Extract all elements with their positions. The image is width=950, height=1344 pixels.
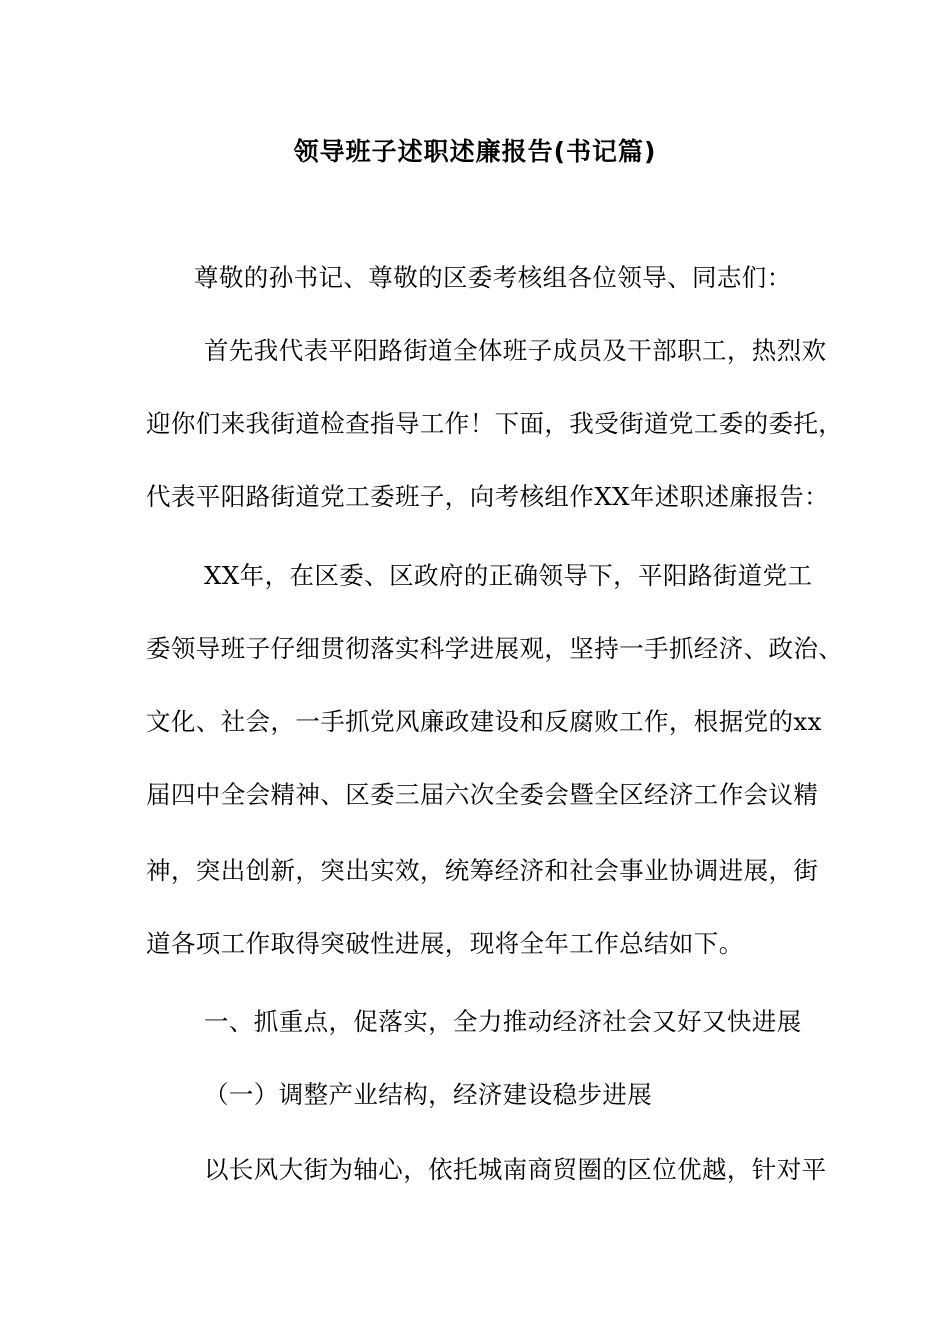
- body-line: 以长风大街为轴心，依托城南商贸圈的区位优越，针对平: [204, 1155, 827, 1184]
- body-line: XX年，在区委、区政府的正确领导下，平阳路街道党工: [204, 561, 813, 590]
- body-line: 迎你们来我街道检查指导工作！下面，我受街道党工委的委托，: [146, 409, 844, 438]
- salutation-line: 尊敬的孙书记、尊敬的区委考核组各位领导、同志们：: [194, 263, 792, 292]
- document-title: 领导班子述职述廉报告(书记篇): [293, 137, 657, 166]
- body-line: 委领导班子仔细贯彻落实科学进展观，坚持一手抓经济、政治、: [146, 634, 844, 663]
- body-line: 届四中全会精神、区委三届六次全委会暨全区经济工作会议精: [146, 780, 819, 809]
- body-line: 首先我代表平阳路街道全体班子成员及干部职工，热烈欢: [204, 336, 827, 365]
- body-line: 道各项工作取得突破性进展，现将全年工作总结如下。: [146, 929, 744, 958]
- body-line: 文化、社会，一手抓党风廉政建设和反腐败工作，根据党的xx: [146, 707, 822, 736]
- body-line: 代表平阳路街道党工委班子，向考核组作XX年述职述廉报告：: [146, 482, 830, 511]
- section-heading: 一、抓重点，促落实，全力推动经济社会又好又快进展: [204, 1007, 802, 1036]
- subsection-heading: （一）调整产业结构，经济建设稳步进展: [204, 1080, 653, 1109]
- body-line: 神，突出创新，突出实效，统筹经济和社会事业协调进展，街: [146, 856, 819, 885]
